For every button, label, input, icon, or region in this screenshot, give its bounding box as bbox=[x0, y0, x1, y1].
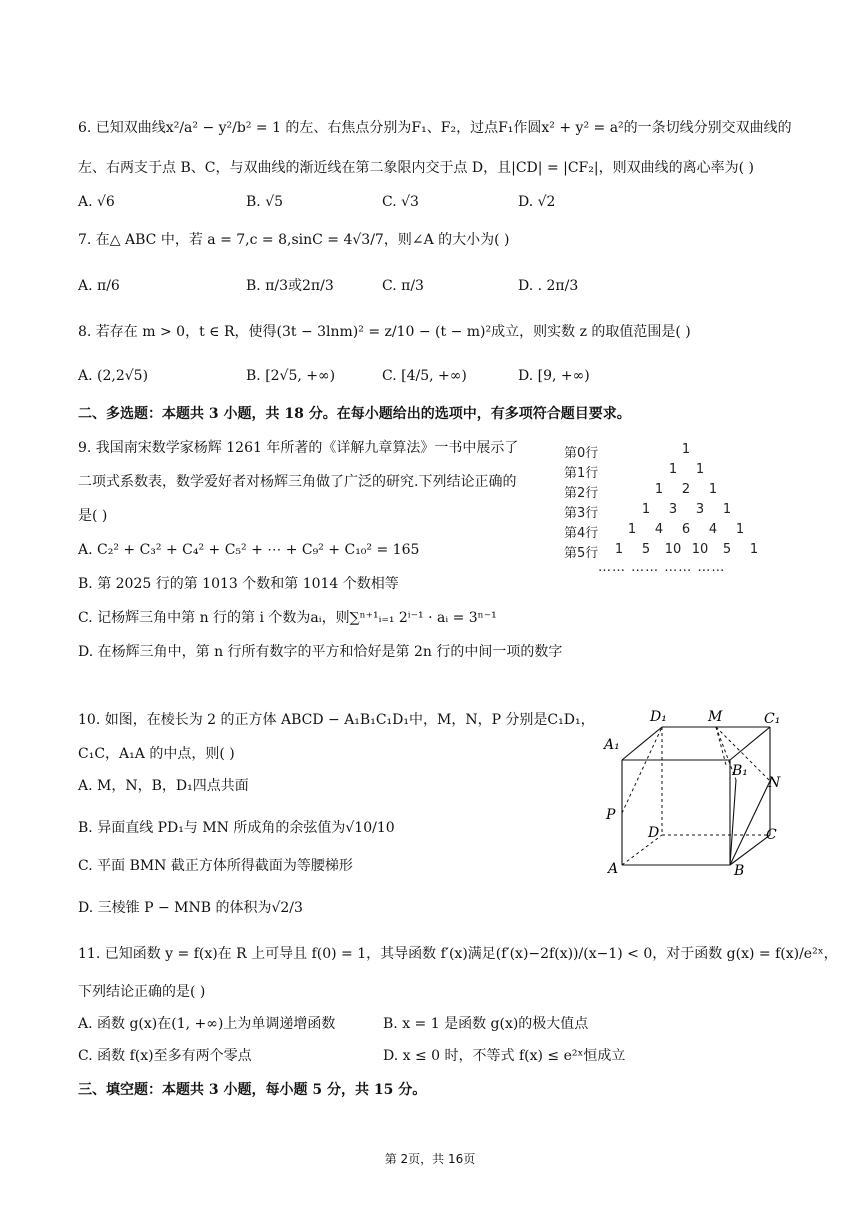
q6-option-d: D. √2 bbox=[518, 194, 556, 210]
q6-option-a: A. √6 bbox=[78, 194, 115, 210]
q8-option-b: B. [2√5, +∞) bbox=[246, 368, 336, 384]
q9-stem-line3: 是( ) bbox=[78, 508, 108, 524]
q8-option-a: A. (2,2√5) bbox=[78, 368, 149, 384]
triangle-number: 1 bbox=[695, 462, 705, 477]
cube-label-d: D bbox=[648, 825, 660, 841]
q7-option-d: D. . 2π/3 bbox=[518, 278, 579, 294]
q7-option-b: B. π/3或2π/3 bbox=[246, 278, 334, 294]
q10-option-a: A. M，N，B，D₁四点共面 bbox=[78, 778, 249, 794]
triangle-number: 3 bbox=[668, 502, 678, 517]
triangle-number: 4 bbox=[654, 522, 664, 537]
q10-option-b: B. 异面直线 PD₁与 MN 所成角的余弦值为√10/10 bbox=[78, 820, 395, 836]
triangle-number: 2 bbox=[681, 482, 691, 497]
q11-option-b: B. x = 1 是函数 g(x)的极大值点 bbox=[383, 1016, 589, 1032]
cube-label-d1: D₁ bbox=[650, 709, 667, 725]
q9-option-c: C. 记杨辉三角中第 n 行的第 i 个数为aᵢ，则∑ⁿ⁺¹ᵢ₌₁ 2ⁱ⁻¹ · aᵢ = 3ⁿ⁻¹ bbox=[78, 610, 497, 626]
triangle-number: 6 bbox=[681, 522, 691, 537]
q7-option-c: C. π/3 bbox=[382, 278, 424, 294]
q10-option-d: D. 三棱锥 P − MNB 的体积为√2/3 bbox=[78, 900, 303, 916]
cube-label-c1: C₁ bbox=[764, 711, 781, 727]
q9-option-b: B. 第 2025 行的第 1013 个数和第 1014 个数相等 bbox=[78, 576, 399, 592]
triangle-number: 3 bbox=[695, 502, 705, 517]
q6-option-c: C. √3 bbox=[382, 194, 419, 210]
triangle-row-label: 第3行 bbox=[564, 506, 599, 521]
cube-label-m: M bbox=[708, 709, 723, 725]
triangle-number: 10 bbox=[664, 542, 682, 557]
q11-stem-line2: 下列结论正确的是( ) bbox=[78, 984, 206, 1000]
cube-label-a: A bbox=[608, 861, 619, 877]
page-footer: 第 2页，共 16页 bbox=[384, 1152, 476, 1166]
triangle-number: 1 bbox=[668, 462, 678, 477]
cube-label-p: P bbox=[606, 807, 616, 823]
q9-stem-line1: 9. 我国南宋数学家杨辉 1261 年所著的《详解九章算法》一书中展示了 bbox=[78, 440, 519, 456]
triangle-row-label: 第1行 bbox=[564, 466, 599, 481]
triangle-number: 5 bbox=[722, 542, 732, 557]
section-2-heading: 二、多选题：本题共 3 小题，共 18 分。在每小题给出的选项中，有多项符合题目要求。 bbox=[78, 406, 631, 422]
q8-stem: 8. 若存在 m > 0，t ∈ R，使得(3t − 3lnm)² = z/10 − (t − m)²成立，则实数 z 的取值范围是( ) bbox=[78, 324, 691, 340]
triangle-number: 4 bbox=[708, 522, 718, 537]
q9-option-d: D. 在杨辉三角中，第 n 行所有数字的平方和恰好是第 2n 行的中间一项的数字 bbox=[78, 644, 563, 660]
q11-option-d: D. x ≤ 0 时，不等式 f(x) ≤ e²ˣ恒成立 bbox=[383, 1048, 626, 1064]
q7-stem: 7. 在△ ABC 中，若 a = 7,c = 8,sinC = 4√3/7，则∠A 的大小为( ) bbox=[78, 232, 510, 248]
q8-option-c: C. [4/5, +∞) bbox=[382, 368, 467, 384]
cube-label-c: C bbox=[766, 827, 777, 843]
cube-label-b: B bbox=[734, 863, 745, 879]
q10-stem-line2: C₁C，A₁A 的中点，则( ) bbox=[78, 746, 235, 762]
triangle-ellipsis: …… …… …… …… bbox=[598, 560, 726, 575]
q10-stem-line1: 10. 如图，在棱长为 2 的正方体 ABCD − A₁B₁C₁D₁中，M，N，P 分别是C₁D₁， bbox=[78, 712, 595, 728]
triangle-number: 1 bbox=[749, 542, 759, 557]
triangle-number: 1 bbox=[681, 442, 691, 457]
cube-label-n: N bbox=[768, 775, 781, 791]
q11-stem-line1: 11. 已知函数 y = f(x)在 R 上可导且 f(0) = 1，其导函数 f′(x)满足(f′(x)−2f(x))/(x−1) < 0，对于函数 g(x) = f(x)/e²ˣ， bbox=[78, 946, 838, 962]
section-3-heading: 三、填空题：本题共 3 小题，每小题 5 分，共 15 分。 bbox=[78, 1082, 427, 1098]
triangle-number: 1 bbox=[614, 542, 624, 557]
triangle-row-label: 第4行 bbox=[564, 526, 599, 541]
triangle-number: 1 bbox=[722, 502, 732, 517]
yanghui-triangle-figure bbox=[560, 440, 785, 580]
triangle-number: 1 bbox=[708, 482, 718, 497]
triangle-row-label: 第5行 bbox=[564, 546, 599, 561]
triangle-row-label: 第2行 bbox=[564, 486, 599, 501]
cube-figure bbox=[600, 705, 790, 880]
q7-option-a: A. π/6 bbox=[78, 278, 120, 294]
q6-option-b: B. √5 bbox=[246, 194, 284, 210]
cube-label-b1: B₁ bbox=[732, 763, 748, 779]
q6-stem-line1: 6. 已知双曲线x²/a² − y²/b² = 1 的左、右焦点分别为F₁、F₂，过点F₁作圆x² + y² = a²的一条切线分别交双曲线的 bbox=[78, 120, 792, 136]
triangle-number: 1 bbox=[654, 482, 664, 497]
q9-stem-line2: 二项式系数表，数学爱好者对杨辉三角做了广泛的研究.下列结论正确的 bbox=[78, 474, 517, 490]
q9-option-a: A. C₂² + C₃² + C₄² + C₅² + ⋯ + C₉² + C₁₀² = 165 bbox=[78, 542, 420, 558]
q8-option-d: D. [9, +∞) bbox=[518, 368, 590, 384]
q11-option-a: A. 函数 g(x)在(1, +∞)上为单调递增函数 bbox=[78, 1016, 336, 1032]
triangle-number: 1 bbox=[641, 502, 651, 517]
triangle-number: 10 bbox=[691, 542, 709, 557]
q11-option-c: C. 函数 f(x)至多有两个零点 bbox=[78, 1048, 252, 1064]
q6-stem-line2: 左、右两支于点 B、C，与双曲线的渐近线在第二象限内交于点 D，且|CD| = |CF₂|，则双曲线的离心率为( ) bbox=[78, 160, 754, 176]
cube-label-a1: A₁ bbox=[604, 737, 620, 753]
q10-option-c: C. 平面 BMN 截正方体所得截面为等腰梯形 bbox=[78, 858, 353, 874]
triangle-number: 5 bbox=[641, 542, 651, 557]
triangle-number: 1 bbox=[735, 522, 745, 537]
triangle-number: 1 bbox=[627, 522, 637, 537]
triangle-row-label: 第0行 bbox=[564, 446, 599, 461]
